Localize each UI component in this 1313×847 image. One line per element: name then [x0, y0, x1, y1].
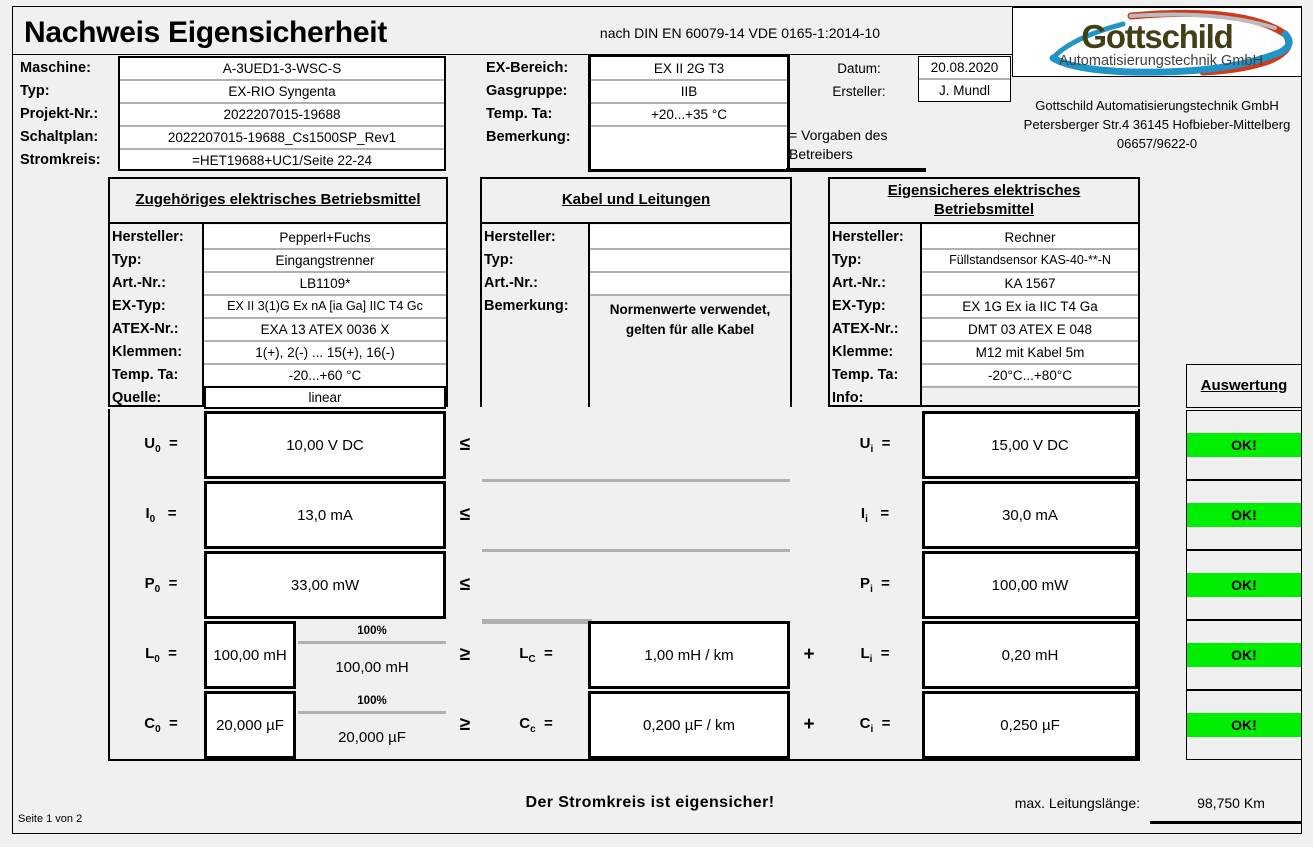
row-4-load-value[interactable]: 0,250 µF	[1000, 716, 1060, 734]
row-3-plus: +	[803, 644, 815, 665]
cable-title-text: Kabel und Leitungen	[561, 191, 711, 209]
row-1-source-symbol-text: $I_0$ =	[145, 505, 177, 525]
header-right-value-0[interactable]: 20.08.2020	[930, 60, 999, 75]
row-3-load-symbol-text: $L_i$ =	[860, 645, 890, 665]
cable-label-1: Typ:	[484, 252, 514, 268]
row-0-plus	[794, 411, 824, 479]
row-3-cable-value[interactable]: 1,00 mH / km	[644, 646, 734, 664]
header-left-value-2[interactable]: 2022207015-19688	[223, 106, 341, 122]
is-value-5[interactable]: M12 mit Kabel 5m	[975, 344, 1085, 360]
row-0-source-value[interactable]: 10,00 V DC	[286, 436, 364, 454]
row-1-load-value[interactable]: 30,0 mA	[1002, 506, 1058, 524]
max-cable-length-label: max. Leitungslänge:	[1014, 795, 1140, 811]
evaluation-title	[1187, 365, 1301, 407]
row-4-pct-sep	[298, 711, 446, 714]
assoc-label-6: Temp. Ta:	[112, 367, 179, 383]
assoc-value-3[interactable]: EX II 3(1)G Ex nA [ia Ga] IIC T4 Gc	[227, 299, 423, 313]
row-3-cable-symbol	[484, 620, 588, 690]
conclusion-text: Der Stromkreis ist eigensicher!	[525, 794, 775, 811]
row-4-source-pct: 100%	[357, 695, 387, 707]
company-logo	[1012, 7, 1302, 77]
is-value-3[interactable]: EX 1G Ex ia IIC T4 Ga	[962, 298, 1098, 314]
svg-text:Gottschild: Gottschild	[1081, 18, 1233, 55]
header-mid-value-0[interactable]: EX II 2G T3	[653, 60, 725, 76]
svg-text:Automatisierungstechnik GmbH: Automatisierungstechnik GmbH	[1059, 53, 1263, 69]
row-1-cable-area	[482, 481, 790, 549]
row-2-operator: ≤	[459, 574, 471, 595]
row-2-load-value[interactable]: 100,00 mW	[991, 576, 1069, 594]
header-left-label-2: Projekt-Nr.:	[20, 106, 99, 122]
row-4-source-value[interactable]: 20,000 µF	[216, 716, 284, 734]
header-mid-value-3[interactable]	[591, 126, 787, 169]
cable-title	[482, 178, 790, 223]
cable-label-3: Bemerkung:	[484, 298, 569, 314]
header-left-value-3[interactable]: 2022207015-19688_Cs1500SP_Rev1	[167, 129, 397, 145]
cable-value-3[interactable]: Normenwerte verwendet, gelten für alle Kabel	[609, 302, 771, 338]
row-4-source-symbol-text: $C_0$ =	[144, 715, 178, 735]
header-left-value-4[interactable]: =HET19688+UC1/Seite 22-24	[191, 152, 373, 168]
header-left-label-3: Schaltplan:	[20, 129, 99, 145]
row-4-cable-symbol	[484, 690, 588, 760]
header-left-label-1: Typ:	[20, 83, 50, 99]
row-3-load-value[interactable]: 0,20 mH	[1001, 646, 1059, 664]
row-0-operator: ≤	[459, 434, 471, 455]
row-3-source-pct-value: 100,00 mH	[335, 658, 409, 676]
row-0-load-symbol-text: $U_i$ =	[859, 435, 891, 455]
header-left-label-4: Stromkreis:	[20, 152, 101, 168]
is-label-2: Art.-Nr.:	[832, 275, 886, 291]
row-1-result: OK!	[1187, 503, 1301, 527]
vorgaben-note: = Vorgaben des Betreibers	[789, 127, 888, 162]
row-4-source-symbol	[118, 690, 204, 760]
row-3-pct-sep	[298, 641, 446, 644]
row-2-source-value[interactable]: 33,00 mW	[290, 576, 360, 594]
is-equipment-title-line2: Betriebsmittel	[933, 200, 1035, 218]
is-label-5: Klemme:	[832, 344, 894, 360]
cable-value-1[interactable]	[590, 249, 790, 271]
row-3-source-symbol-text: $L_0$ =	[145, 645, 177, 665]
row-3-result: OK!	[1187, 643, 1301, 667]
is-value-0[interactable]: Rechner	[1004, 229, 1056, 245]
is-label-4: ATEX-Nr.:	[832, 321, 899, 337]
row-4-load-symbol	[832, 690, 918, 760]
assoc-value-2[interactable]: LB1109*	[299, 275, 351, 291]
row-2-load-symbol-text: $P_i$ =	[860, 575, 890, 595]
row-4-cable-symbol-text: $C_c$ =	[519, 715, 553, 735]
is-value-7[interactable]	[922, 387, 1138, 409]
row-2-result: OK!	[1187, 573, 1301, 597]
row-0-source-symbol	[118, 410, 204, 480]
assoc-label-4: ATEX-Nr.:	[112, 321, 179, 337]
header-left-label-0: Maschine:	[20, 60, 91, 76]
header-mid-label-1: Gasgruppe:	[486, 83, 568, 99]
cable-value-0[interactable]	[590, 226, 790, 248]
header-left-value-1[interactable]: EX-RIO Syngenta	[228, 83, 336, 99]
row-0-source-symbol-text: $U_0$ =	[144, 435, 178, 455]
row-0-result: OK!	[1187, 433, 1301, 457]
assoc-label-2: Art.-Nr.:	[112, 275, 166, 291]
row-1-source-value[interactable]: 13,0 mA	[297, 506, 353, 524]
cable-value-2[interactable]	[590, 272, 790, 294]
header-right-value-1[interactable]: J. Mundl	[938, 83, 991, 98]
assoc-value-5[interactable]: 1(+), 2(-) ... 15(+), 16(-)	[255, 344, 395, 360]
assoc-value-6[interactable]: -20...+60 °C	[288, 367, 362, 383]
row-4-operator: ≥	[459, 714, 471, 735]
assoc-value-0[interactable]: Pepperl+Fuchs	[279, 229, 371, 245]
row-1-plus	[794, 481, 824, 549]
header-mid-value-2[interactable]: +20...+35 °C	[651, 106, 727, 122]
is-equipment-title	[830, 178, 1138, 223]
assoc-label-5: Klemmen:	[112, 344, 183, 360]
max-cable-length-value[interactable]: 98,750 Km	[1197, 795, 1265, 811]
vorgaben-underline	[786, 168, 926, 172]
assoc-label-7: Quelle:	[112, 390, 162, 406]
header-left-value-0[interactable]: A-3UED1-3-WSC-S	[222, 60, 342, 76]
row-2-source-symbol-text: $P_0$ =	[144, 575, 178, 595]
row-4-cable-value[interactable]: 0,200 µF / km	[642, 716, 735, 734]
assoc-value-4[interactable]: EXA 13 ATEX 0036 X	[260, 321, 390, 337]
standard-reference: nach DIN EN 60079-14 VDE 0165-1:2014-10	[599, 25, 881, 41]
row-4-result: OK!	[1187, 713, 1301, 737]
row-3-source-symbol	[118, 620, 204, 690]
row-3-cable-symbol-text: $L_C$ =	[519, 645, 553, 665]
assoc-label-0: Hersteller:	[112, 229, 184, 245]
row-1-load-symbol	[832, 480, 918, 550]
is-label-6: Temp. Ta:	[832, 367, 899, 383]
row-0-cable-area	[482, 411, 790, 479]
row-2-source-symbol	[118, 550, 204, 620]
is-label-1: Typ:	[832, 252, 862, 268]
assoc-label-3: EX-Typ:	[112, 298, 166, 314]
row-1-operator: ≤	[459, 504, 471, 525]
page-title: Nachweis Eigensicherheit	[24, 16, 387, 49]
header-right-label-1: Ersteller:	[832, 83, 886, 99]
assoc-value-7[interactable]: linear	[308, 390, 342, 405]
row-2-load-symbol	[832, 550, 918, 620]
is-equipment-title-line1: Eigensicheres elektrisches	[887, 181, 1081, 199]
assoc-equipment-title	[110, 178, 446, 223]
cable-label-2: Art.-Nr.:	[484, 275, 538, 291]
header-right-label-0: Datum:	[837, 60, 881, 76]
header-mid-label-0: EX-Bereich:	[486, 60, 569, 76]
assoc-equipment-title-text: Zugehöriges elektrisches Betriebsmittel	[135, 191, 421, 209]
comparison-right-frame	[1138, 409, 1140, 761]
row-0-load-symbol	[832, 410, 918, 480]
cable-label-0: Hersteller:	[484, 229, 556, 245]
max-cable-length-underline	[1150, 821, 1302, 824]
header-mid-label-2: Temp. Ta:	[486, 106, 553, 122]
row-1-source-symbol	[118, 480, 204, 550]
company-address: Gottschild Automatisierungstechnik GmbH Petersberger Str.4 36145 Hofbieber-Mittelberg 06657/9622-0	[1023, 98, 1291, 151]
assoc-value-1[interactable]: Eingangstrenner	[275, 252, 375, 268]
row-2-cable-area	[482, 551, 790, 619]
is-value-1[interactable]: Füllstandsensor KAS-40-**-N	[949, 253, 1111, 267]
is-label-3: EX-Typ:	[832, 298, 886, 314]
row-4-load-symbol-text: $C_i$ =	[859, 715, 891, 735]
title-divider	[13, 54, 1013, 55]
header-mid-label-3: Bemerkung:	[486, 129, 571, 145]
row-3-operator: ≥	[459, 644, 471, 665]
row-1-load-symbol-text: $I_i$ =	[860, 505, 890, 525]
row-3-source-pct: 100%	[357, 625, 387, 637]
is-value-4[interactable]: DMT 03 ATEX E 048	[967, 321, 1093, 337]
row-0-load-value[interactable]: 15,00 V DC	[991, 436, 1069, 454]
row-4-plus: +	[803, 714, 815, 735]
gottschild-logo-icon	[1013, 8, 1302, 77]
row-3-load-symbol	[832, 620, 918, 690]
header-mid-value-1[interactable]: IIB	[680, 83, 698, 99]
row-4-source-pct-value: 20,000 µF	[338, 728, 406, 746]
is-value-2[interactable]: KA 1567	[1004, 275, 1056, 291]
row-2-plus	[794, 551, 824, 619]
page-number: Seite 1 von 2	[18, 813, 83, 825]
is-label-0: Hersteller:	[832, 229, 904, 245]
row-3-source-value[interactable]: 100,00 mH	[213, 646, 287, 664]
is-label-7: Info:	[832, 390, 864, 406]
assoc-label-1: Typ:	[112, 252, 142, 268]
evaluation-title-text: Auswertung	[1200, 376, 1288, 394]
is-value-6[interactable]: -20°C...+80°C	[988, 367, 1072, 383]
